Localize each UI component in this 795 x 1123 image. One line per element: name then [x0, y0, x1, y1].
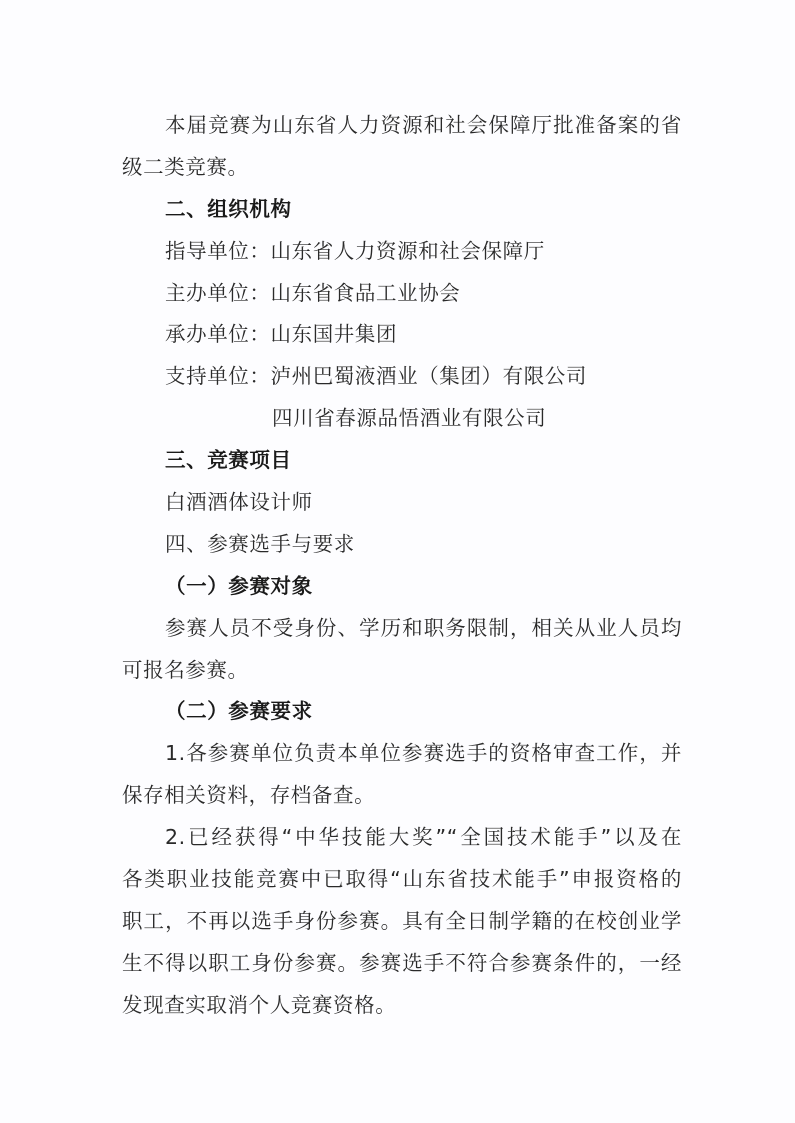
text-line: 指导单位：山东省人力资源和社会保障厅 — [165, 238, 545, 263]
text-line: 可报名参赛。 — [122, 657, 249, 682]
text-line: 支持单位：泸州巴蜀液酒业（集团）有限公司 — [165, 364, 587, 389]
section-heading: 三、竞赛项目 — [165, 448, 292, 473]
text-line: 职工，不再以选手身份参赛。具有全日制学籍的在校创业学 — [122, 908, 682, 933]
text-line: 生不得以职工身份参赛。参赛选手不符合参赛条件的，一经 — [122, 950, 682, 975]
text-line: 本届竞赛为山东省人力资源和社会保障厅批准备案的省 — [165, 113, 682, 137]
text-line: 级二类竞赛。 — [122, 154, 249, 179]
text-line: 白酒酒体设计师 — [165, 490, 313, 515]
text-line: 四川省春源品悟酒业有限公司 — [272, 406, 547, 431]
section-heading: 二、组织机构 — [165, 196, 292, 221]
text-line: 1.各参赛单位负责本单位参赛选手的资格审查工作，并 — [165, 741, 682, 766]
text-line: 各类职业技能竞赛中已取得“山东省技术能手”申报资格的 — [122, 867, 682, 892]
text-line: 2.已经获得“中华技能大奖”“全国技术能手”以及在 — [165, 825, 682, 850]
text-line: 四、参赛选手与要求 — [165, 531, 355, 556]
section-heading: （一）参赛对象 — [165, 573, 313, 598]
text-line: 承办单位：山东国井集团 — [165, 322, 398, 347]
text-line: 参赛人员不受身份、学历和职务限制，相关从业人员均 — [165, 615, 682, 640]
text-line: 发现查实取消个人竞赛资格。 — [122, 992, 397, 1017]
section-heading: （二）参赛要求 — [165, 699, 313, 724]
text-line: 主办单位：山东省食品工业协会 — [165, 280, 461, 305]
document-body — [122, 110, 682, 1027]
text-line: 保存相关资料，存档备查。 — [122, 783, 376, 808]
